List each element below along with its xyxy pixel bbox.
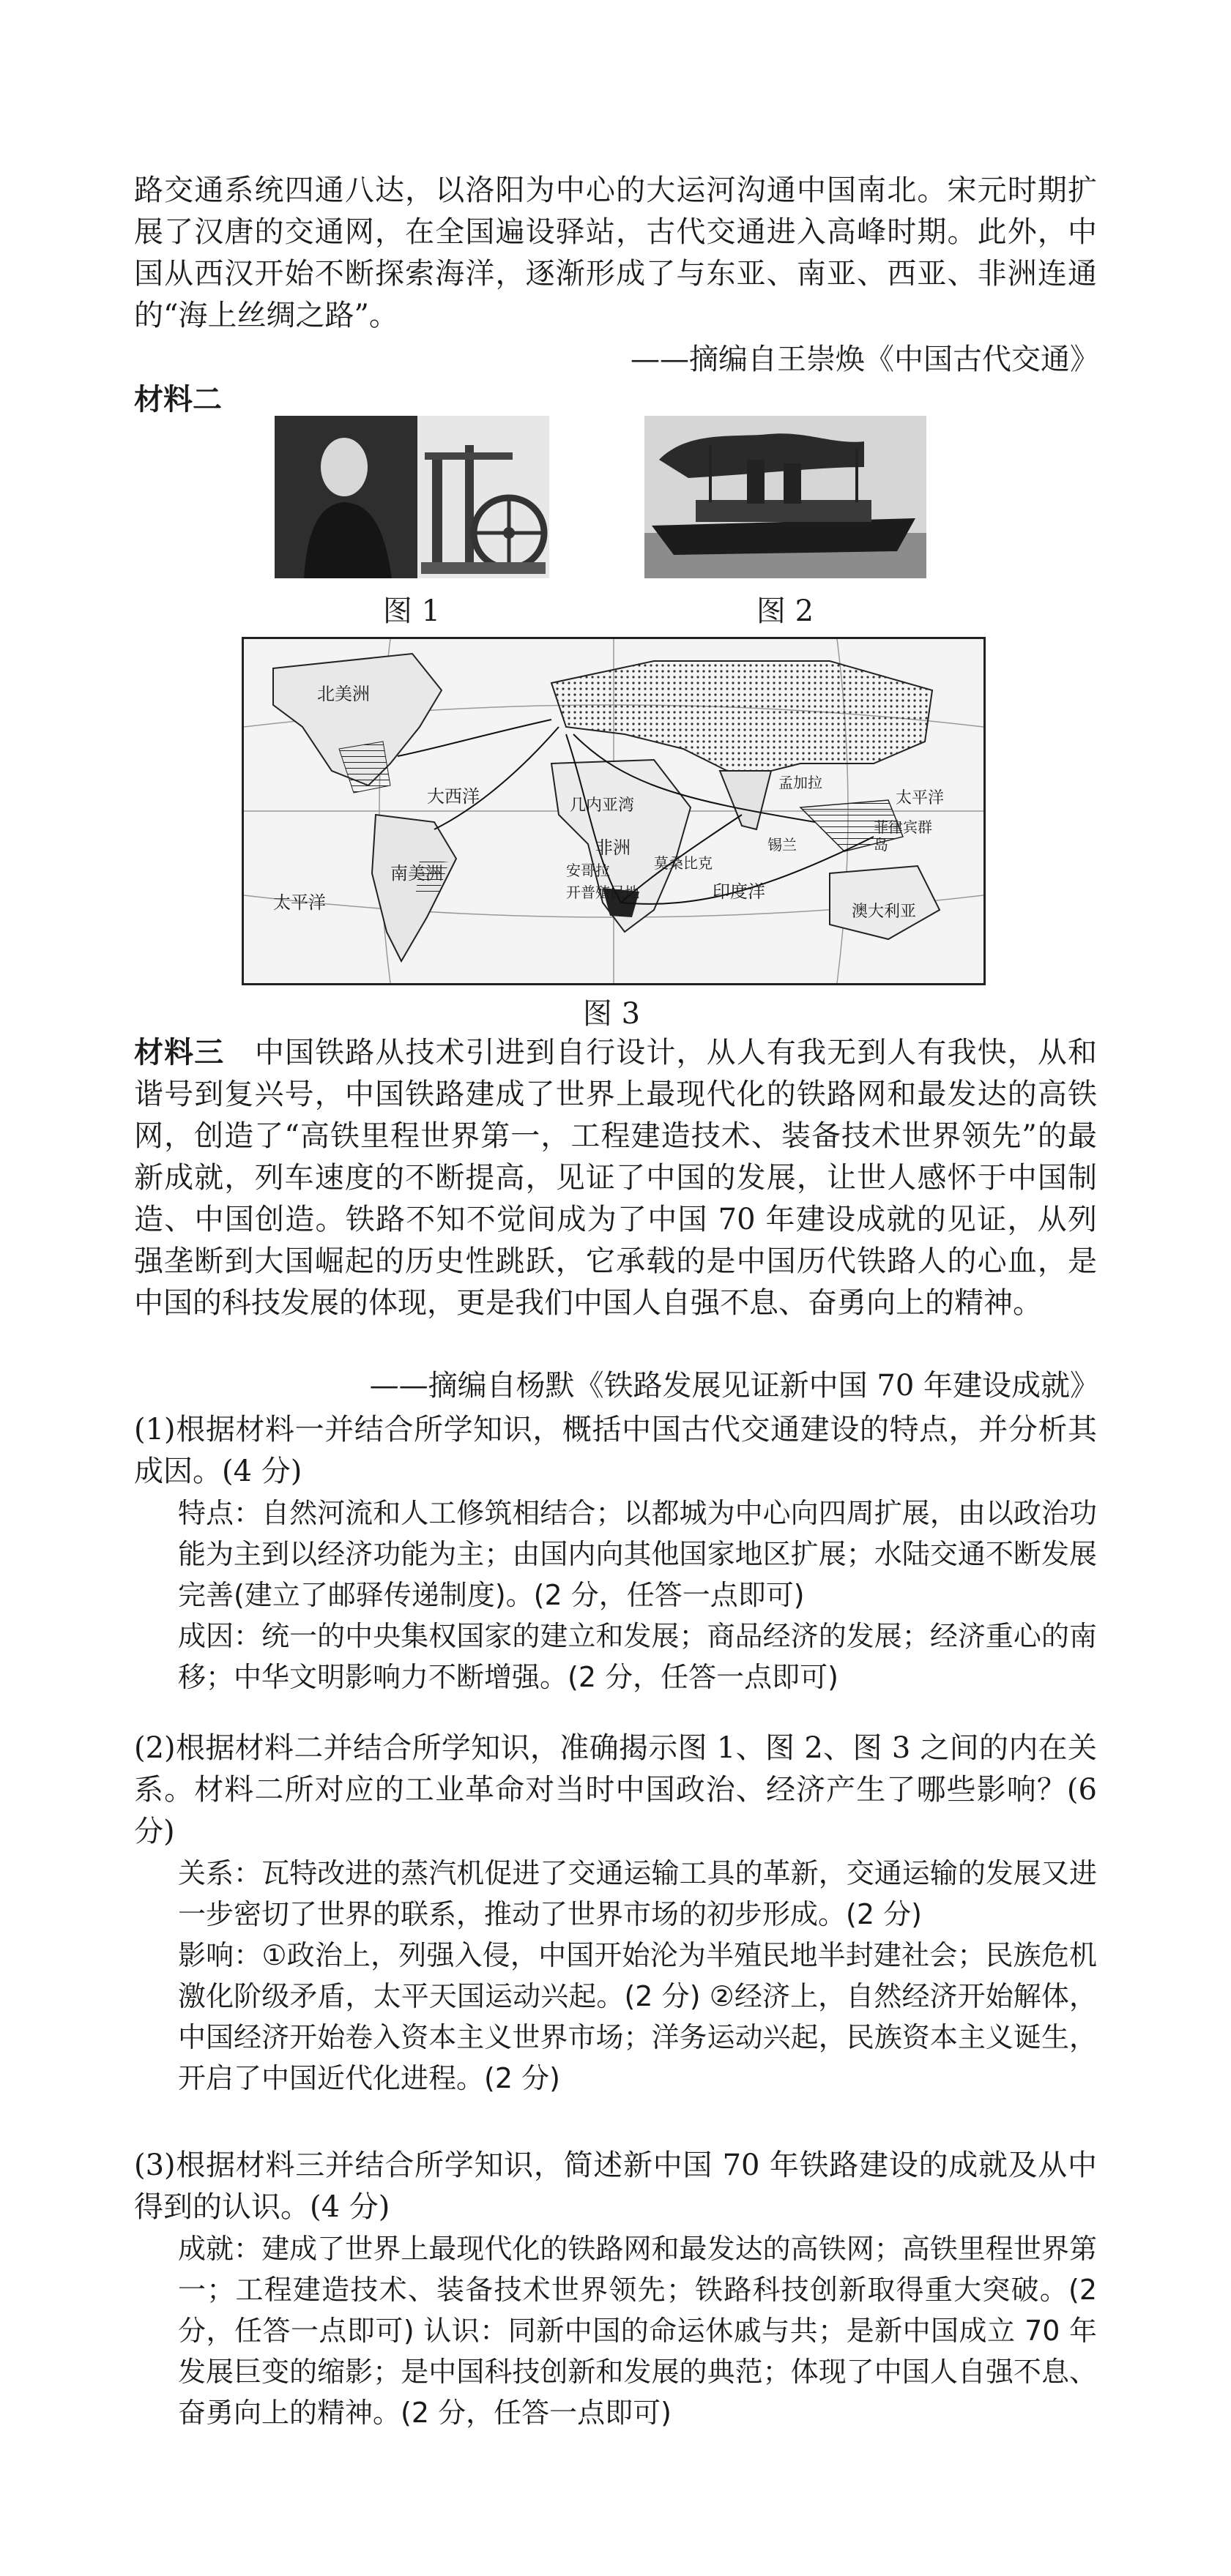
map-label-australia: 澳大利亚 [852, 903, 917, 921]
question-1-answer-features: 特点：自然河流和人工修筑相结合；以都城为中心向四周扩展，由以政治功能为主到以经济功能为主；由国内向其他国家地区扩展；水陆交通不断发展完善(建立了邮驿传递制度)。(2 分，任答一点即可) [178, 1497, 1097, 1611]
question-1-answer-causes: 成因：统一的中央集权国家的建立和发展；商品经济的发展；经济重心的南移；中华文明影响力不断增强。(2 分，任答一点即可) [178, 1620, 1097, 1693]
question-2-answer-relation: 关系：瓦特改进的蒸汽机促进了交通运输工具的革新，交通运输的发展又进一步密切了世界的联系，推动了世界市场的初步形成。(2 分) [178, 1857, 1097, 1930]
material3-source: ——摘编自杨默《铁路发展见证新中国 70 年建设成就》 [369, 1369, 1099, 1403]
map-label-atlantic: 大西洋 [427, 786, 480, 807]
steamship-illustration [644, 416, 926, 578]
material2-heading: 材料二 [134, 383, 222, 417]
question-2-block [134, 1728, 1097, 2099]
question-3-text: (3)根据材料三并结合所学知识，简述新中国 70 年铁路建设的成就及从中得到的认识。(4 分) [134, 2148, 1097, 2224]
material1-text: 路交通系统四通八达，以洛阳为中心的大运河沟通中国南北。宋元时期扩展了汉唐的交通网，在全国遍设驿站，古代交通进入高峰时期。此外，中国从西汉开始不断探索海洋，逐渐形成了与东亚、南亚、西亚、非洲连通的“海上丝绸之路”。 [134, 173, 1097, 332]
question-1-text: (1)根据材料一并结合所学知识，概括中国古代交通建设的特点，并分析其成因。(4 分) [134, 1413, 1097, 1488]
map-label-philippines: 菲律宾群岛 [874, 818, 932, 854]
question-2-text: (2)根据材料二并结合所学知识，准确揭示图 1、图 2、图 3 之间的内在关系。材料二所对应的工业革命对当时中国政治、经济产生了哪些影响？(6 分) [134, 1731, 1097, 1848]
question-3-answer: 成就：建成了世界上最现代化的铁路网和最发达的高铁网；高铁里程世界第一；工程建造技术、装备技术世界领先；铁路科技创新取得重大突破。(2 分，任答一点即可) 认识：同新中国的命运休戚与共；是新中国成立 70 年发展巨变的缩影；是中国科技创新和发展的典范；体现了中国人自强不息、奋勇向上的精神。(2 分，任答一点即可) [178, 2233, 1097, 2429]
map-label-africa: 非洲 [595, 837, 631, 858]
map-label-guinea: 几内亚湾 [570, 796, 635, 815]
map-label-ceylon: 锡兰 [767, 836, 797, 854]
material1-source: ——摘编自王崇焕《中国古代交通》 [631, 343, 1099, 376]
figure1-caption: 图 1 [382, 594, 441, 628]
figure3-world-map [242, 637, 986, 985]
question-3-block [134, 2145, 1097, 2433]
map-label-indian-ocean: 印度洋 [713, 881, 765, 902]
map-label-bengal: 孟加拉 [778, 774, 822, 791]
map-label-mozambique: 莫桑比克 [654, 854, 713, 872]
map-label-south-america: 南美洲 [390, 863, 443, 884]
steam-engine-illustration [275, 416, 549, 578]
question-2-answer-impact: 影响：①政治上，列强入侵，中国开始沦为半殖民地半封建社会；民族危机激化阶级矛盾，太平天国运动兴起。(2 分) ②经济上，自然经济开始解体，中国经济开始卷入资本主义世界市场；洋务运动兴起，民族资本主义诞生，开启了中国近代化进程。(2 分) [178, 1939, 1097, 2094]
figure1-steam-engine-image [275, 416, 549, 578]
question-1-block [134, 1409, 1097, 1698]
material3-heading: 材料三 [134, 1036, 225, 1069]
figure2-caption: 图 2 [756, 594, 814, 628]
map-label-pacific-right: 太平洋 [896, 789, 945, 807]
material3-text [134, 1032, 1097, 1324]
map-label-north-america: 北美洲 [317, 684, 370, 704]
map-label-cape: 开普殖民地 [566, 884, 639, 901]
figure3-caption: 图 3 [582, 997, 641, 1031]
figure2-steamship-image [644, 416, 926, 578]
map-label-pacific-left: 太平洋 [273, 892, 326, 913]
map-label-angola: 安哥拉 [566, 862, 610, 879]
material3-body: 中国铁路从技术引进到自行设计，从人有我无到人有我快，从和谐号到复兴号，中国铁路建成了世界上最现代化的铁路网和最发达的高铁网，创造了“高铁里程世界第一，工程建造技术、装备技术世界领先”的最新成就，列车速度的不断提高，见证了中国的发展，让世人感怀于中国制造、中国创造。铁路不知不觉间成为了中国 70 年建设成就的见证，从列强垄断到大国崛起的历史性跳跃，它承载的是中国历代铁路人的心血，是中国的科技发展的体现，更是我们中国人自强不息、奋勇向上的精神。 [134, 1036, 1098, 1320]
